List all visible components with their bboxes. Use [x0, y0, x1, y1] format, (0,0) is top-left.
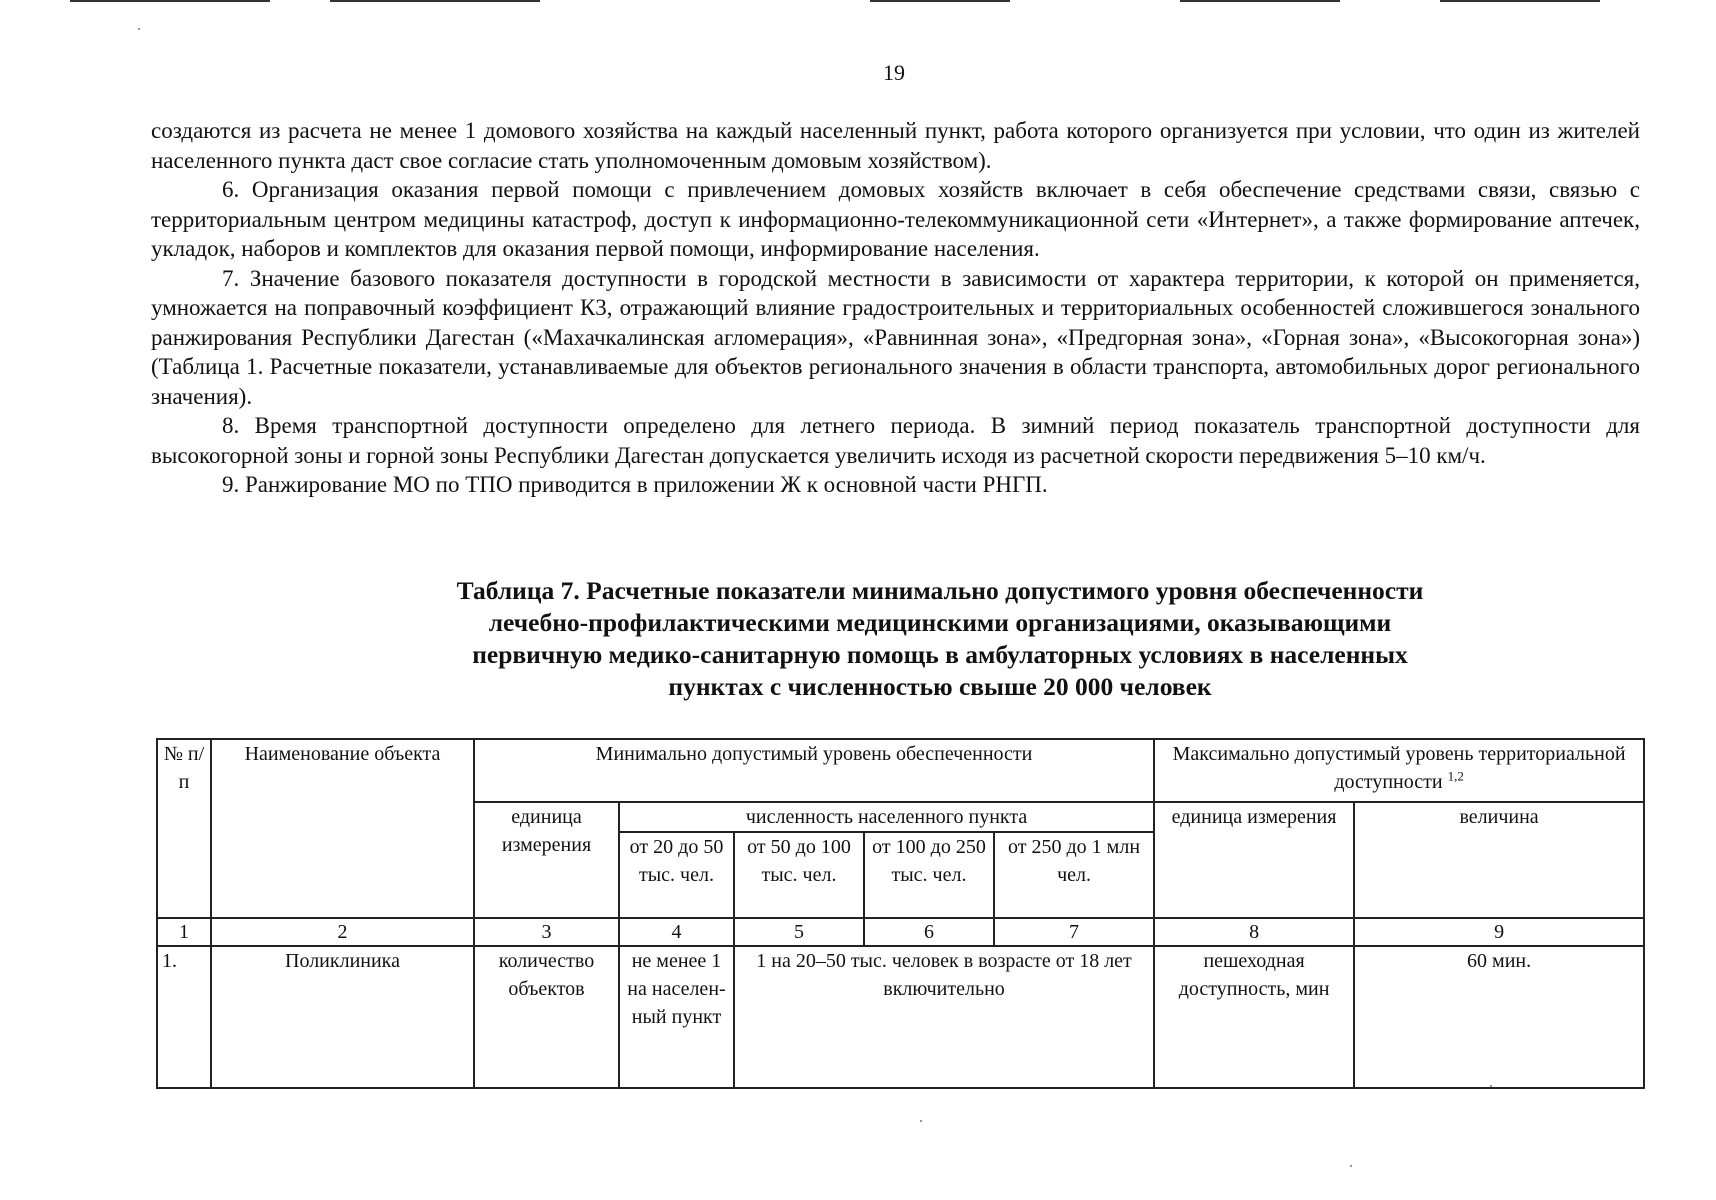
page-number: 19	[883, 60, 905, 85]
scan-border-mark	[1180, 0, 1340, 2]
footnote-mark: 1,2	[1447, 768, 1464, 784]
header-num: № п/п	[157, 739, 211, 802]
column-number: 9	[1354, 918, 1644, 946]
scan-speck	[1350, 1165, 1352, 1167]
caption-line: пунктах с численностью свыше 20 000 человек	[668, 672, 1212, 701]
header-access-unit: единица измерения	[1154, 802, 1354, 918]
column-number: 4	[619, 918, 734, 946]
paragraph: 7. Значение базового показателя доступности в городской местности в зависимости от характера территории, к которой он применяется, умножается на поправочный коэффициент К3, отражающий влияние градостроительных и территориальных особенностей сложившегося зонального ранжирования Республики Дагестан («Махачкалинская агломерация», «Равнинная зона», «Предгорная зона», «Горная зона», «Высокогорная зона») (Таблица 1. Расчетные показатели, устанавливаемые для объектов регионального значения в области транспорта, автомобильных дорог регионального значения).	[151, 265, 1640, 409]
caption-line: Таблица 7. Расчетные показатели минимально допустимого уровня обеспеченности	[456, 576, 1424, 605]
row-access-unit: пешеходная доступность, мин	[1154, 946, 1354, 1088]
body-text	[151, 116, 1640, 500]
header-name	[211, 739, 474, 802]
header-access-value: величина	[1354, 802, 1644, 918]
column-number: 1	[157, 918, 211, 946]
row-pop-50-1m: 1 на 20–50 тыс. человек в возрасте от 18 лет включительно	[734, 946, 1154, 1088]
header-name-cont	[211, 802, 474, 832]
row-access-value: 60 мин.	[1354, 946, 1644, 1088]
scan-speck	[138, 28, 140, 30]
header-name-text: Наименование объекта	[244, 743, 441, 765]
header-population: численность населенного пункта	[619, 802, 1154, 832]
column-number: 2	[211, 918, 474, 946]
column-number: 5	[734, 918, 864, 946]
column-number: 6	[864, 918, 994, 946]
table-row	[157, 946, 1644, 1088]
paragraph: создаются из расчета не менее 1 домового хозяйства на каждый населенный пункт, работа которого организуется при условии, что один из жителей населенного пункта даст свое согласие стать уполномоченным домовым хозяйством).	[151, 118, 1640, 173]
scan-border-mark	[870, 0, 1010, 2]
column-number: 3	[474, 918, 619, 946]
table-header-row	[157, 739, 1644, 802]
header-num-cont	[157, 802, 211, 832]
scan-border-mark	[330, 0, 540, 2]
row-name: Поликлиника	[211, 946, 474, 1088]
scan-border-mark	[70, 0, 270, 2]
header-pop-50-100: от 50 до 100 тыс. чел.	[734, 832, 864, 918]
paragraph: 6. Организация оказания первой помощи с привлечением домовых хозяйств включает в себя обеспечение средствами связи, связью с территориальным центром медицины катастроф, доступ к информационно-телекоммуникационной сети «Интернет», а также формирование аптечек, укладок, наборов и комплектов для оказания первой помощи, информирование населения.	[151, 177, 1640, 261]
scan-speck	[920, 1120, 922, 1122]
caption-line: лечебно-профилактическими медицинскими организациями, оказывающими	[488, 608, 1392, 637]
column-number-row	[157, 918, 1644, 946]
table-caption	[300, 575, 1580, 703]
column-number: 7	[994, 918, 1154, 946]
header-min-level: Минимально допустимый уровень обеспеченности	[474, 739, 1154, 802]
header-pop-100-250: от 100 до 250 тыс. чел.	[864, 832, 994, 918]
row-pop-20-50: не менее 1 на населен-ный пункт	[619, 946, 734, 1088]
header-num-cont	[157, 832, 211, 918]
header-max-level	[1154, 739, 1644, 802]
table-subheader-row	[157, 802, 1644, 832]
header-name-cont	[211, 832, 474, 918]
column-number: 8	[1154, 918, 1354, 946]
header-max-level-text: Максимально допустимый уровень территориальной доступности	[1172, 743, 1626, 793]
paragraph: 9. Ранжирование МО по ТПО приводится в приложении Ж к основной части РНГП.	[222, 472, 1048, 497]
caption-line: первичную медико-санитарную помощь в амбулаторных условиях в населенных	[472, 640, 1408, 669]
paragraph: 8. Время транспортной доступности определено для летнего периода. В зимний период показатель транспортной доступности для высокогорной зоны и горной зоны Республики Дагестан допускается увеличить исходя из расчетной скорости передвижения 5–10 км/ч.	[151, 413, 1640, 468]
norms-table	[156, 738, 1645, 1089]
header-unit: единица измерения	[474, 802, 619, 918]
row-unit: количество объектов	[474, 946, 619, 1088]
row-num: 1.	[157, 946, 211, 1088]
header-pop-250-1m: от 250 до 1 млн чел.	[994, 832, 1154, 918]
header-pop-20-50: от 20 до 50 тыс. чел.	[619, 832, 734, 918]
scan-border-mark	[1440, 0, 1600, 2]
